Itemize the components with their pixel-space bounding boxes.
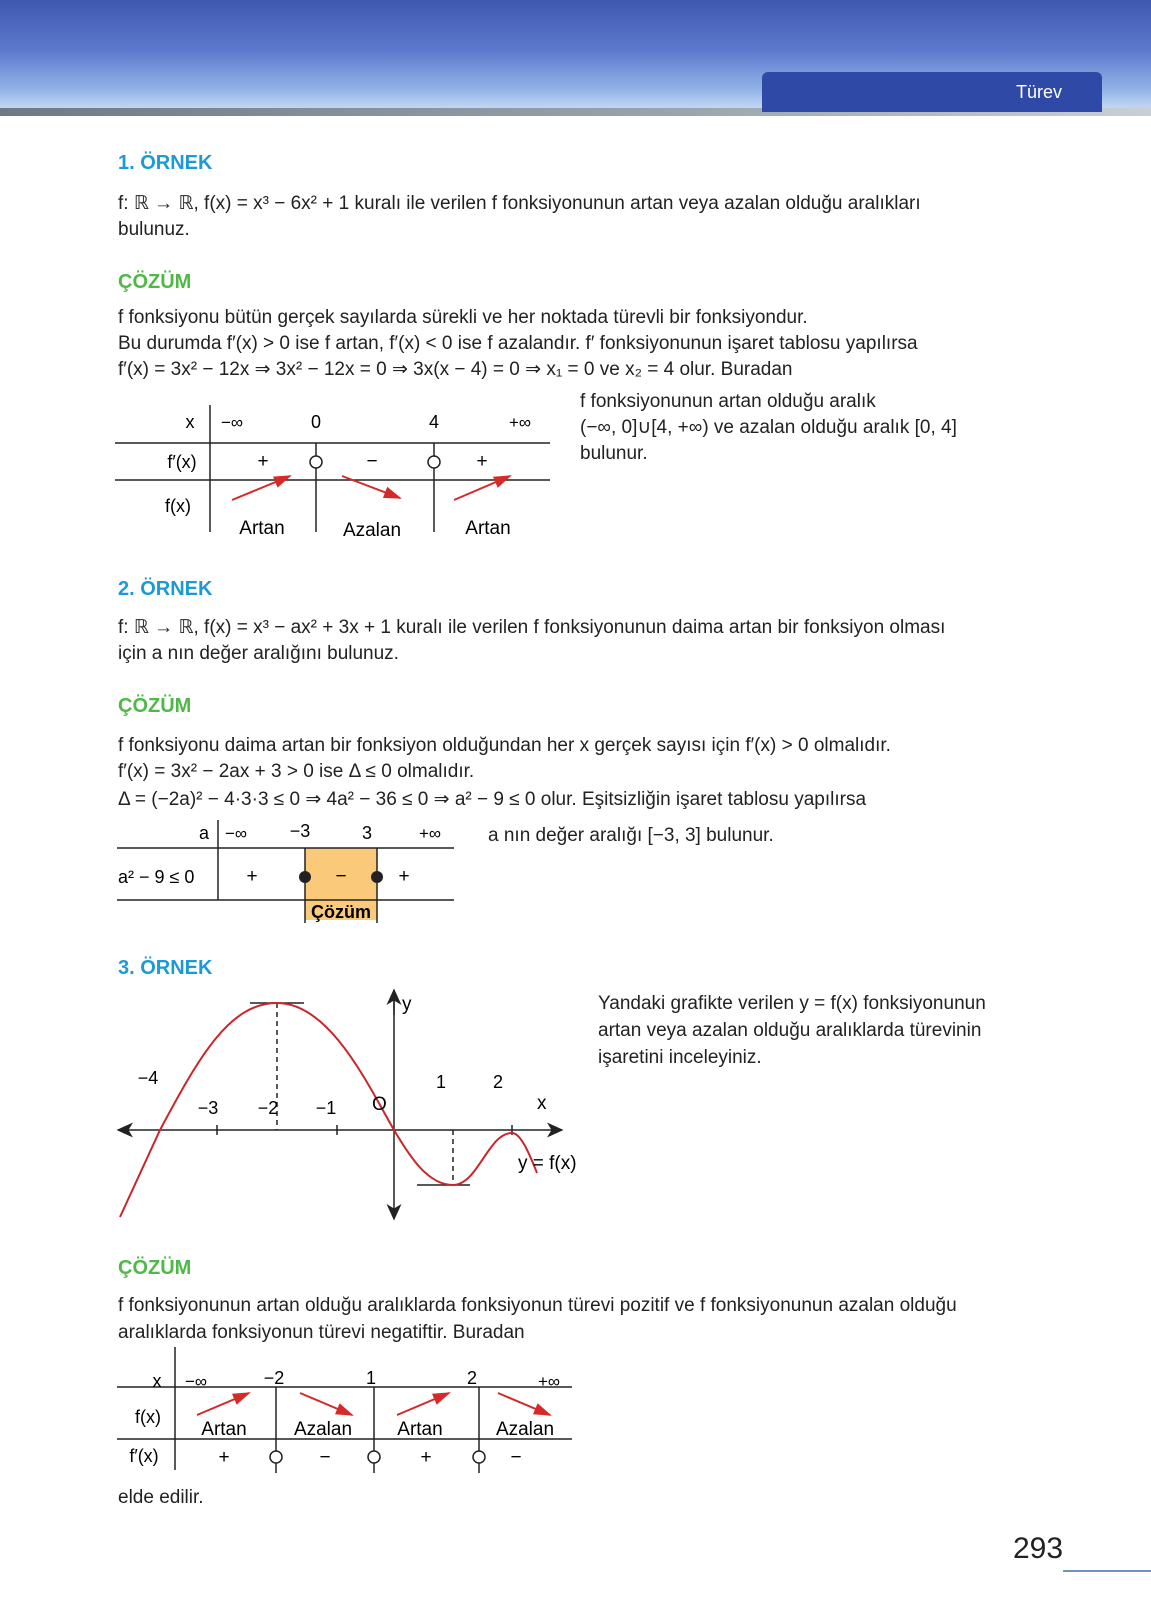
table-3-behavior: Artan	[201, 1419, 247, 1440]
table-1-sign: +	[257, 451, 269, 472]
table-1-fprime-label: f′(x)	[167, 452, 197, 472]
table-3-point: 1	[365, 1368, 377, 1388]
page-number-rule	[1063, 1570, 1151, 1572]
tick-label: −3	[197, 1098, 219, 1118]
table-3-behavior: Azalan	[495, 1419, 555, 1440]
table-1-behavior: Artan	[239, 518, 285, 539]
table-2-var-label: a	[198, 823, 210, 843]
x-axis-label: x	[537, 1093, 547, 1114]
table-1-sign: +	[476, 451, 488, 472]
tick-label: 2	[492, 1072, 504, 1092]
table-3-point: +∞	[537, 1372, 561, 1391]
table-3-sign: −	[510, 1447, 522, 1468]
table-2-sign: +	[398, 866, 410, 887]
y-axis-label: y	[402, 994, 412, 1015]
table-1-point: 4	[428, 412, 440, 432]
example-3-question-line-3: işaretini inceleyiniz.	[598, 1047, 762, 1068]
table-3-behavior: Azalan	[293, 1419, 353, 1440]
example-3-solution-title: ÇÖZÜM	[118, 1257, 192, 1279]
table-3-sign: +	[218, 1447, 230, 1468]
tick-label: −1	[315, 1098, 337, 1118]
table-2-sign: −	[335, 866, 347, 887]
table-1-behavior: Azalan	[342, 520, 402, 541]
table-1-point: 0	[310, 412, 322, 432]
tick-label: −2	[257, 1098, 279, 1118]
table-2-point: 3	[361, 823, 373, 843]
example-1-solution-line-1: f fonksiyonu bütün gerçek sayılarda sürekli ve her noktada türevli bir fonksiyondur.	[118, 307, 808, 328]
table-1-x-label: x	[185, 412, 195, 432]
example-1-solution-line-3: f′(x) = 3x² − 12x ⇒ 3x² − 12x = 0 ⇒ 3x(x − 4) = 0 ⇒ x₁ = 0 ve x₂ = 4 olur. Buradan	[118, 359, 793, 380]
example-2-solution-line-1: f fonksiyonu daima artan bir fonksiyon olduğundan her x gerçek sayısı için f′(x) > 0 olmalıdır.	[118, 735, 891, 756]
example-1-result-line-2: (−∞, 0]∪[4, +∞) ve azalan olduğu aralık [0, 4]	[580, 417, 957, 438]
example-2-solution-line-3: Δ = (−2a)² − 4·3·3 ≤ 0 ⇒ 4a² − 36 ≤ 0 ⇒ a² − 9 ≤ 0 olur. Eşitsizliğin işaret tablosu yapılırsa	[118, 789, 867, 810]
table-3-fprime-label: f′(x)	[129, 1446, 159, 1466]
table-2-point: +∞	[418, 824, 442, 843]
tick-label: 1	[435, 1072, 447, 1092]
example-3-sign-table	[112, 1345, 582, 1480]
table-3-point: 2	[466, 1368, 478, 1388]
example-2-result: a nın değer aralığı [−3, 3] bulunur.	[488, 825, 774, 846]
table-2-point: −3	[289, 821, 311, 841]
example-1-result-line-3: bulunur.	[580, 443, 648, 464]
chapter-tab: Türev	[762, 72, 1102, 112]
table-2-row-label: a² − 9 ≤ 0	[118, 867, 195, 887]
page-number: 293	[1013, 1532, 1064, 1565]
example-2-sign-table	[112, 815, 462, 925]
example-1-question-line-2: bulunuz.	[118, 219, 190, 240]
table-3-x-label: x	[152, 1371, 162, 1391]
table-3-sign: +	[420, 1447, 432, 1468]
table-1-sign: −	[366, 451, 378, 472]
table-1-point: +∞	[508, 413, 532, 432]
table-2-point: −∞	[224, 824, 248, 843]
example-1-title: 1. ÖRNEK	[118, 152, 213, 174]
table-3-behavior: Artan	[397, 1419, 443, 1440]
table-1-behavior: Artan	[465, 518, 511, 539]
increasing-arrow-icon	[397, 1393, 449, 1415]
table-3-point: −2	[263, 1368, 285, 1388]
example-3-conclusion: elde edilir.	[118, 1487, 204, 1508]
example-2-question-line-2: için a nın değer aralığını bulunuz.	[118, 643, 399, 664]
table-2-sign: +	[246, 866, 258, 887]
table-1-f-label: f(x)	[165, 496, 191, 516]
table-3-f-label: f(x)	[135, 1407, 161, 1427]
increasing-arrow-icon	[197, 1393, 249, 1415]
example-3-solution-line-2: aralıklarda fonksiyonun türevi negatiftir. Buradan	[118, 1322, 525, 1343]
example-3-question-line-1: Yandaki grafikte verilen y = f(x) fonksiyonunun	[598, 993, 986, 1014]
example-3-function-graph	[110, 985, 590, 1225]
table-3-sign: −	[319, 1447, 331, 1468]
example-1-result-line-1: f fonksiyonunun artan olduğu aralık	[580, 391, 876, 412]
example-1-sign-table	[110, 400, 560, 545]
example-2-solution-title: ÇÖZÜM	[118, 695, 192, 717]
example-3-solution-line-1: f fonksiyonunun artan olduğu aralıklarda fonksiyonun türevi pozitif ve f fonksiyonunun azalan olduğu	[118, 1295, 957, 1316]
example-1-question-line-1: f: ℝ → ℝ, f(x) = x³ − 6x² + 1 kuralı ile verilen f fonksiyonunun artan veya azalan olduğu aralıkları	[118, 193, 921, 214]
table-3-point: −∞	[184, 1372, 208, 1391]
tick-label: −4	[137, 1068, 159, 1088]
curve-label: y = f(x)	[518, 1153, 577, 1174]
example-2-question-line-1: f: ℝ → ℝ, f(x) = x³ − ax² + 3x + 1 kuralı ile verilen f fonksiyonunun daima artan bir fonksiyon olması	[118, 617, 946, 638]
decreasing-arrow-icon	[300, 1393, 352, 1415]
example-3-title: 3. ÖRNEK	[118, 957, 213, 979]
table-1-point: −∞	[220, 413, 244, 432]
example-2-solution-line-2: f′(x) = 3x² − 2ax + 3 > 0 ise Δ ≤ 0 olmalıdır.	[118, 761, 475, 782]
example-1-solution-line-2: Bu durumda f′(x) > 0 ise f artan, f′(x) < 0 ise f azalandır. f′ fonksiyonunun işaret tablosu yapılırsa	[118, 333, 918, 354]
example-2-title: 2. ÖRNEK	[118, 578, 213, 600]
solution-label: Çözüm	[311, 902, 371, 922]
decreasing-arrow-icon	[498, 1393, 550, 1415]
origin-label: O	[372, 1094, 387, 1115]
example-1-solution-title: ÇÖZÜM	[118, 271, 192, 293]
example-3-question-line-2: artan veya azalan olduğu aralıklarda türevinin	[598, 1020, 982, 1041]
